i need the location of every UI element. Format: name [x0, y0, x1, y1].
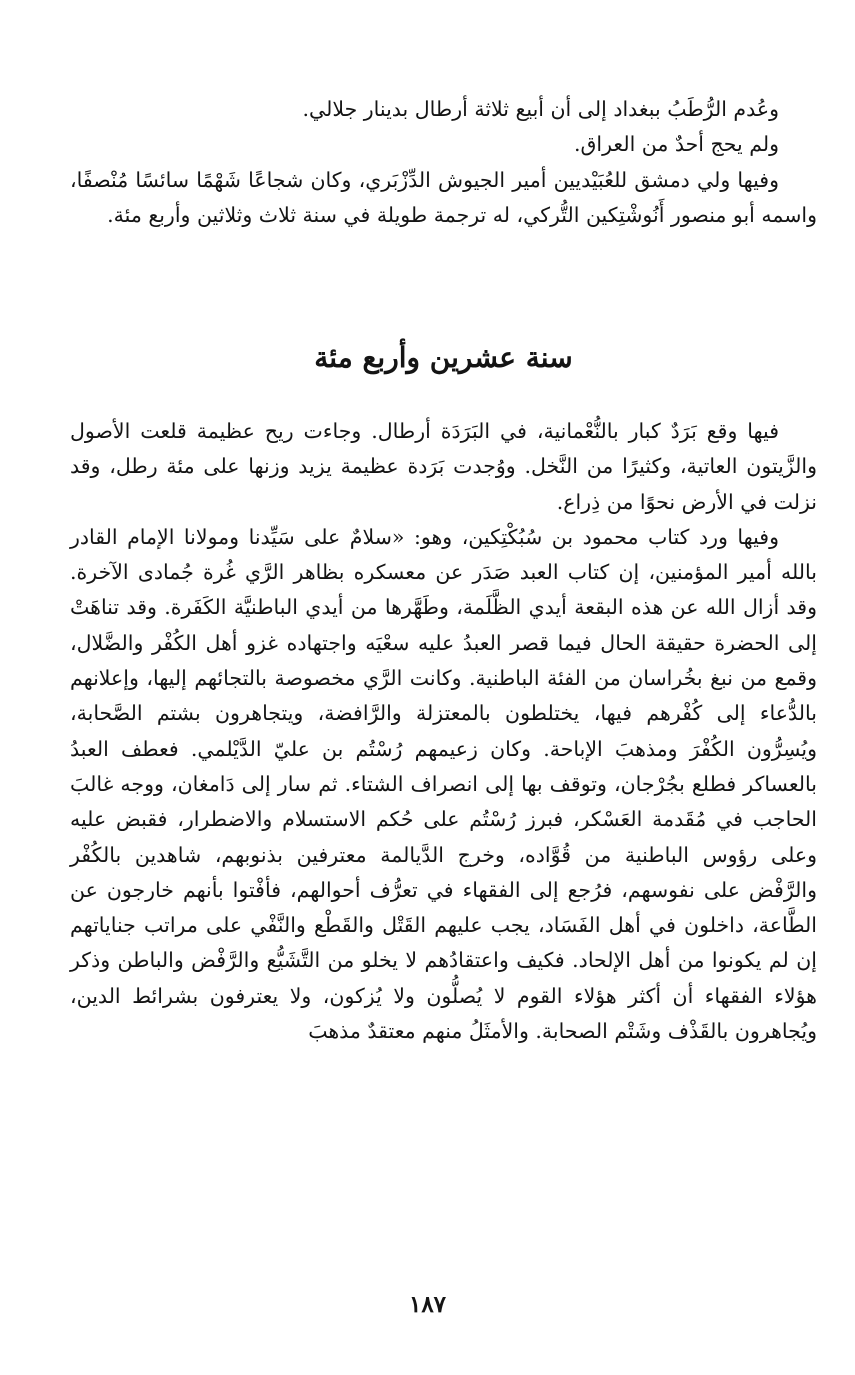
page-number: ١٨٧: [408, 1291, 447, 1318]
section-heading: سنة عشرين وأربع مئة: [314, 341, 573, 374]
paragraph-damascus-governor: وفيها ولي دمشق للعُبَيْديين أمير الجيوش الدِّزْبَري، وكان شجاعًا شَهْمًا سائسًا مُنْصفًا، واسمه أبو منصور أَنُوشْتِكين التُّركي، له ترجمة طويلة في سنة ثلاث وثلاثين وأربع مئة.: [70, 167, 817, 227]
main-text-block: [70, 414, 817, 1049]
top-text-block: [70, 92, 817, 233]
paragraph-hail: فيها وقع بَرَدٌ كبار بالنُّعْمانية، في البَرَدَة أرطال. وجاءت ريح عظيمة قلعت الأصول والزَّيتون العاتية، وكثيرًا من النَّخل. ووُجدت بَرَدة عظيمة يزيد وزنها على مئة رطل، وقد نزلت في الأرض نحوًا من ذِراع.: [70, 419, 817, 514]
paragraph-mahmud-letter: وفيها ورد كتاب محمود بن سُبُكْتِكين، وهو: «سلامٌ على سَيِّدنا ومولانا الإمام القادر بالله أمير المؤمنين، إن كتاب العبد صَدَر عن معسكره بظاهر الرَّي غُرة جُمادى الآخرة. وقد أزال الله عن هذه البقعة أيدي الظَّلَمة، وطَهَّرها من أيدي الباطنيَّة الكَفَرة. وقد تناهَتْ إلى الحضرة حقيقة الحال فيما قصر العبدُ عليه سعْيَه واجتهاده غزو أهل الكُفْر والضَّلال، وقمع من نبغ بخُراسان من الفئة الباطنية. وكانت الرَّي مخصوصة بالتجائهم إليها، وإعلانهم بالدُّعاء إلى كُفْرهم فيها، يختلطون بالمعتزلة والرَّافضة، ويتجاهرون بشتم الصَّحابة، ويُسِرُّون الكُفْرَ ومذهبَ الإباحة. وكان زعيمهم رُسْتُم بن عليّ الدَّيْلمي. فعطف العبدُ بالعساكر فطلع بجُرْجان، وتوقف بها إلى انصراف الشتاء. ثم سار إلى دَامغان، ووجه غالبَ الحاجب في مُقَدمة العَسْكر، فبرز رُسْتُم على حُكم الاستسلام والاضطرار، فقبض عليه وعلى رؤوس الباطنية من قُوَّاده، وخرج الدَّيالمة معترفين بذنوبهم، شاهدين بالكُفْر والرَّفْض على نفوسهم، فرُجع إلى الفقهاء في تعرُّف أحوالهم، فأفْتوا بأنهم خارجون عن الطَّاعة، داخلون في أهل الفَسَاد، يجب عليهم القَتْل والقَطْع والنَّفْي على مراتب جناياتهم إن لم يكونوا من أهل الإلحاد. فكيف واعتقادُهم لا يخلو من التَّشَيُّع والرَّفْض والباطن وذكر هؤلاء الفقهاء أن أكثر هؤلاء القوم لا يُصلُّون ولا يُزكون، ولا يعترفون بشرائط الدين، ويُجاهرون بالقَذْف وشَتْم الصحابة. والأمثَلُ منهم معتقدٌ مذهبَ: [70, 524, 817, 1044]
paragraph-no-hajj: ولم يحج أحدٌ من العراق.: [574, 132, 779, 157]
paragraph-dates-price: وعُدم الرُّطَبُ ببغداد إلى أن أبيع ثلاثة أرطال بدينار جلالي.: [302, 97, 779, 121]
